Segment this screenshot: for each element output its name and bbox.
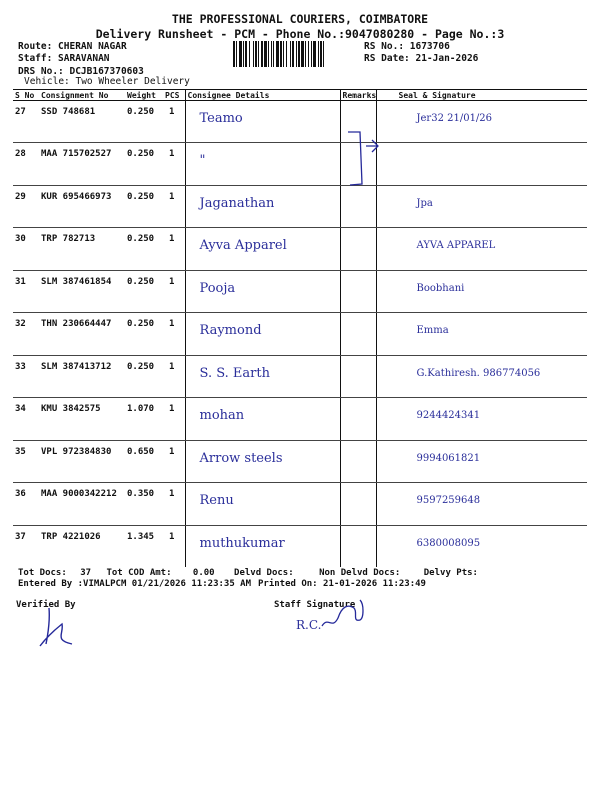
row-pcs: 1 (163, 355, 185, 397)
table-row (13, 270, 587, 312)
table-row (13, 398, 587, 440)
row-consignment: KMU 3842575 (39, 398, 125, 440)
table-row (13, 101, 587, 143)
table-row (13, 313, 587, 355)
route: Route: CHERAN NAGAR (18, 41, 127, 52)
row-sno: 31 (13, 270, 39, 312)
row-weight: 1.070 (125, 398, 163, 440)
tot-docs: 37 (80, 568, 92, 578)
row-weight: 0.250 (125, 355, 163, 397)
table-row (13, 228, 587, 270)
col-signature: Seal & Signature (376, 90, 587, 101)
row-consignment: SLM 387413712 (39, 355, 125, 397)
row-consignment: TRP 782713 (39, 228, 125, 270)
row-pcs: 1 (163, 185, 185, 227)
row-consignment: KUR 695466973 (39, 185, 125, 227)
entered-by: Entered By :VIMALPCM 01/21/2026 11:23:35 AM (18, 579, 251, 589)
staff-signature-text: R.C. (296, 618, 322, 632)
row-consignee: mohan (185, 398, 340, 440)
row-sno: 37 (15, 531, 26, 542)
row-remarks (340, 440, 376, 482)
row-weight: 0.250 (125, 143, 163, 185)
delvy-pts: Delvy Pts: (423, 568, 478, 578)
col-weight: Weight (125, 90, 163, 101)
runsheet-subtitle: Delivery Runsheet - PCM - Phone No.:9047080280 - Page No.:3 (95, 27, 505, 41)
runsheet-table (13, 89, 587, 567)
row-signature: 6380008095 (416, 537, 481, 549)
row-consignee: Ayva Apparel (185, 228, 340, 270)
row-remarks (340, 525, 376, 567)
row-remarks (340, 398, 376, 440)
row-remarks (340, 270, 376, 312)
row-weight: 0.250 (125, 185, 163, 227)
row-weight: 0.250 (125, 228, 163, 270)
row-consignment: VPL 972384830 (39, 440, 125, 482)
row-signature: Jpa (376, 185, 587, 227)
staff: Staff: SARAVANAN (18, 53, 110, 64)
row-consignment: SLM 387461854 (39, 270, 125, 312)
row-consignment: TRP 4221026 (41, 531, 101, 542)
row-consignment: THN 230664447 (39, 313, 125, 355)
row-consignee: Jaganathan (185, 185, 340, 227)
drs-number: DRS No.: DCJB167370603 (18, 66, 144, 77)
row-consignee: Arrow steels (185, 440, 340, 482)
table-row (13, 483, 587, 525)
printed-on: Printed On: 21-01-2026 11:23:49 (258, 579, 426, 589)
row-pcs: 1 (163, 398, 185, 440)
row-consignee: " (185, 143, 340, 185)
row-consignment: MAA 9000342212 (39, 483, 125, 525)
row-consignee: Renu (185, 483, 340, 525)
delvd-docs: Delvd Docs: (234, 568, 294, 578)
row-weight: 0.650 (125, 440, 163, 482)
row-signature: Emma (376, 313, 587, 355)
tot-docs-label: Tot Docs: (18, 568, 67, 578)
verified-by-label: Verified By (16, 600, 76, 610)
row-pcs: 1 (163, 143, 185, 185)
vehicle: Vehicle: Two Wheeler Delivery (24, 76, 190, 87)
row-sno: 33 (13, 355, 39, 397)
row-remarks (340, 185, 376, 227)
rs-date: RS Date: 21-Jan-2026 (364, 53, 479, 64)
row-signature: Boobhani (376, 270, 587, 312)
col-remarks: Remarks (340, 90, 376, 101)
table-row (13, 525, 587, 567)
staff-signature-scribble (318, 596, 368, 638)
row-sno: 28 (13, 143, 39, 185)
row-sno: 35 (13, 440, 39, 482)
staff-signature-label: Staff Signature (274, 600, 356, 610)
row-pcs: 1 (163, 440, 185, 482)
row-consignee: muthukumar (185, 525, 340, 567)
col-consignment: Consignment No (39, 90, 125, 101)
row-pcs: 1 (163, 313, 185, 355)
col-pcs: PCS (163, 90, 185, 101)
row-consignee: Pooja (185, 270, 340, 312)
row-consignee: S. S. Earth (185, 355, 340, 397)
footer-totals (18, 568, 478, 578)
row-signature: G.Kathiresh. 986774056 (376, 355, 587, 397)
row-signature: AYVA APPAREL (376, 228, 587, 270)
table-row (13, 440, 587, 482)
row-weight: 0.250 (125, 101, 163, 143)
non-delvd-docs: Non Delvd Docs: (319, 568, 401, 578)
row-remarks (340, 355, 376, 397)
row-pcs: 1 (169, 531, 175, 542)
tot-cod-label: Tot COD Amt: (106, 568, 172, 578)
col-sno: S No (13, 90, 39, 101)
row-weight: 0.350 (125, 483, 163, 525)
table-row (13, 355, 587, 397)
row-consignee: Teamo (185, 101, 340, 143)
table-header (13, 90, 587, 101)
col-consignee: Consignee Details (185, 90, 340, 101)
row-pcs: 1 (163, 228, 185, 270)
row-sno: 36 (13, 483, 39, 525)
barcode (232, 41, 358, 67)
row-signature: 9597259648 (376, 483, 587, 525)
rs-number: RS No.: 1673706 (364, 41, 450, 52)
company-title: THE PROFESSIONAL COURIERS, COIMBATORE (171, 12, 429, 26)
tot-cod: 0.00 (192, 568, 215, 578)
remarks-bracket (340, 130, 380, 190)
row-remarks (340, 483, 376, 525)
row-weight: 0.250 (125, 313, 163, 355)
row-pcs: 1 (163, 270, 185, 312)
row-consignment: SSD 748681 (39, 101, 125, 143)
row-sno: 30 (13, 228, 39, 270)
row-sno: 27 (13, 101, 39, 143)
verified-signature (32, 606, 82, 650)
row-remarks (340, 228, 376, 270)
row-pcs: 1 (163, 101, 185, 143)
row-signature (376, 143, 587, 185)
row-remarks (340, 313, 376, 355)
row-sno: 29 (13, 185, 39, 227)
row-sno: 34 (13, 398, 39, 440)
row-signature: 9994061821 (376, 440, 587, 482)
row-weight: 0.250 (125, 270, 163, 312)
table-row (13, 185, 587, 227)
row-pcs: 1 (163, 483, 185, 525)
row-weight: 1.345 (127, 531, 155, 542)
row-signature: 9244424341 (376, 398, 587, 440)
row-consignee: Raymond (185, 313, 340, 355)
row-consignment: MAA 715702527 (39, 143, 125, 185)
row-sno: 32 (13, 313, 39, 355)
row-signature: Jer32 21/01/26 (376, 101, 587, 143)
table-row (13, 143, 587, 185)
